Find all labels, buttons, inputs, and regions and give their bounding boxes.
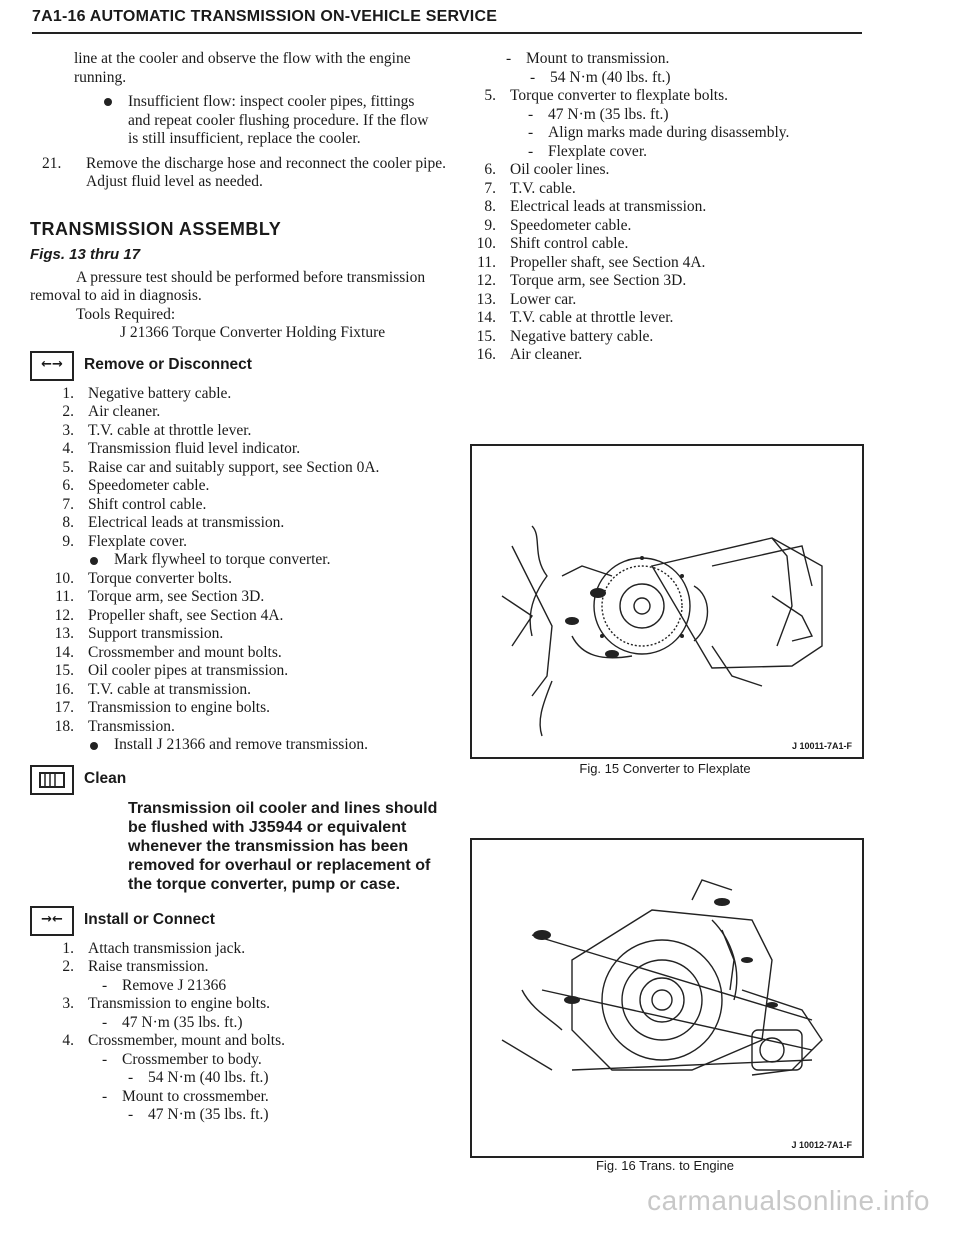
list-text: Attach transmission jack. (88, 939, 246, 957)
list-text: 54 N·m (40 lbs. ft.) (148, 1069, 269, 1086)
list-item (30, 459, 450, 478)
list-text: T.V. cable. (510, 179, 576, 197)
list-text: Torque converter bolts. (88, 569, 232, 587)
tools-label: Tools Required: (76, 305, 176, 323)
list-item (470, 346, 880, 365)
right-list (470, 50, 880, 365)
list-number: 16. (476, 346, 496, 363)
dash-marker: - (128, 1106, 134, 1123)
list-text: Flexplate cover. (88, 532, 187, 550)
list-item (30, 718, 450, 737)
list-item (470, 161, 880, 180)
dash-marker: - (506, 50, 512, 67)
list-number: 11. (477, 253, 496, 271)
list-text: Air cleaner. (88, 403, 161, 420)
list-item (30, 1051, 450, 1070)
list-item (30, 477, 450, 496)
list-item (30, 496, 450, 515)
figure-16 (470, 838, 864, 1158)
list-item (30, 1088, 450, 1107)
list-text: Lower car. (510, 290, 577, 308)
list-item (470, 235, 880, 254)
list-text: T.V. cable at transmission. (88, 680, 252, 698)
list-number: 7. (62, 495, 74, 513)
header-rule (32, 32, 862, 34)
bullet-icon (90, 557, 98, 565)
list-item (30, 422, 450, 441)
list-text: 47 N·m (35 lbs. ft.) (122, 1013, 243, 1031)
list-item (30, 440, 450, 459)
list-text: Crossmember to body. (122, 1050, 262, 1068)
list-text: Air cleaner. (510, 346, 583, 363)
list-text: Electrical leads at transmission. (510, 198, 707, 215)
step-number: 21. (42, 154, 62, 172)
list-number: 8. (484, 198, 496, 215)
step-21 (30, 155, 450, 192)
list-item (30, 385, 450, 404)
list-text: Mark flywheel to torque converter. (114, 551, 331, 568)
list-text: Crossmember and mount bolts. (88, 643, 282, 661)
list-number: 6. (484, 161, 496, 178)
list-text: 47 N·m (35 lbs. ft.) (148, 1106, 269, 1123)
list-number: 10. (54, 569, 74, 587)
list-number: 3. (62, 421, 74, 439)
list-text: Torque arm, see Section 3D. (510, 272, 687, 289)
dash-marker: - (102, 1050, 108, 1068)
bullet-paragraph-text: Insufficient flow: inspect cooler pipes, fittings and repeat cooler flushing procedure. If the flow is still insufficient, replace the cooler. (128, 93, 429, 147)
list-text: Shift control cable. (510, 235, 629, 252)
trans-to-engine-illustration (472, 840, 862, 1156)
clean-symbol-icon (37, 770, 67, 790)
list-number: 1. (62, 384, 74, 402)
list-number: 10. (476, 235, 496, 252)
dash-marker: - (530, 68, 536, 86)
list-item (470, 106, 880, 125)
bullet-icon (104, 98, 112, 106)
list-item (470, 124, 880, 143)
list-text: Flexplate cover. (548, 142, 647, 160)
tools-item: J 21366 Torque Converter Holding Fixture (120, 324, 386, 341)
list-item (470, 198, 880, 217)
list-number: 15. (54, 662, 74, 679)
list-item (470, 87, 880, 106)
watermark: carmanualsonline.info (647, 1185, 930, 1216)
page-header: 7A1-16 AUTOMATIC TRANSMISSION ON-VEHICLE SERVICE (32, 8, 498, 25)
list-text: Align marks made during disassembly. (548, 124, 790, 141)
list-item (470, 180, 880, 199)
figure-15-caption: Fig. 15 Converter to Flexplate (579, 761, 751, 776)
list-number: 6. (62, 477, 74, 494)
list-number: 15. (476, 327, 496, 345)
right-column (470, 50, 880, 365)
list-text: Negative battery cable. (88, 384, 232, 402)
list-text: Raise car and suitably support, see Section 0A. (88, 458, 380, 476)
list-number: 2. (62, 403, 74, 420)
list-item (30, 1106, 450, 1125)
list-number: 17. (54, 699, 74, 716)
list-text: Negative battery cable. (510, 327, 654, 345)
list-item (30, 644, 450, 663)
list-number: 12. (54, 606, 74, 624)
dash-marker: - (102, 976, 108, 994)
remove-heading-label: Remove or Disconnect (84, 356, 252, 374)
list-item (30, 995, 450, 1014)
clean-heading (30, 765, 450, 795)
list-item (470, 328, 880, 347)
list-number: 13. (54, 625, 74, 642)
list-item (30, 940, 450, 959)
list-text: Oil cooler lines. (510, 161, 610, 178)
list-text: Torque arm, see Section 3D. (88, 588, 265, 605)
clean-notice: Transmission oil cooler and lines should be flushed with J35944 or equivalent whenever the transmission has been removed for overhaul or replacement of the torque converter, pump or case. (128, 799, 438, 893)
list-text: Shift control cable. (88, 495, 207, 513)
list-item (30, 699, 450, 718)
install-heading (30, 906, 450, 936)
list-text: Transmission to engine bolts. (88, 995, 270, 1012)
remove-disconnect-icon: ←→ (30, 351, 74, 381)
list-text: Support transmission. (88, 625, 224, 642)
list-text: Electrical leads at transmission. (88, 514, 285, 531)
list-number: 11. (55, 588, 74, 605)
install-list (30, 940, 450, 1125)
list-text: Transmission to engine bolts. (88, 699, 270, 716)
list-number: 13. (476, 290, 496, 308)
dash-marker: - (528, 124, 534, 141)
list-number: 9. (484, 216, 496, 234)
dash-marker: - (102, 1013, 108, 1031)
list-item (470, 309, 880, 328)
list-number: 4. (62, 1032, 74, 1049)
dash-marker: - (528, 105, 534, 123)
intro-paragraph: A pressure test should be performed before transmission removal to aid in diagnosis. (30, 268, 426, 304)
list-text: T.V. cable at throttle lever. (88, 421, 252, 439)
list-text: Install J 21366 and remove transmission. (114, 736, 368, 753)
list-text: 47 N·m (35 lbs. ft.) (548, 105, 669, 123)
list-text: Torque converter to flexplate bolts. (510, 87, 728, 104)
dash-marker: - (128, 1069, 134, 1086)
list-number: 9. (62, 532, 74, 550)
list-number: 2. (62, 958, 74, 975)
left-column (30, 50, 450, 1125)
dash-marker: - (102, 1087, 108, 1105)
list-item (30, 1069, 450, 1088)
figure-15 (470, 444, 864, 759)
list-text: 54 N·m (40 lbs. ft.) (550, 68, 671, 86)
list-text: Mount to crossmember. (122, 1087, 269, 1105)
list-item (30, 588, 450, 607)
list-text: Transmission. (88, 717, 175, 735)
figures-reference: Figs. 13 thru 17 (30, 246, 141, 263)
figure-16-code: J 10012-7A1-F (791, 1139, 852, 1150)
figure-16-caption: Fig. 16 Trans. to Engine (595, 1158, 735, 1173)
clean-heading-label: Clean (84, 770, 127, 788)
list-item (470, 143, 880, 162)
list-text: Propeller shaft, see Section 4A. (510, 253, 706, 271)
section-title: TRANSMISSION ASSEMBLY (30, 218, 282, 239)
list-number: 14. (54, 643, 74, 661)
converter-flexplate-illustration (472, 446, 862, 757)
list-item (30, 1014, 450, 1033)
list-text: Propeller shaft, see Section 4A. (88, 606, 284, 624)
list-item (30, 403, 450, 422)
list-text: Transmission fluid level indicator. (88, 440, 301, 457)
dash-marker: - (528, 142, 534, 160)
list-number: 8. (62, 514, 74, 531)
list-number: 18. (54, 717, 74, 735)
bullet-paragraph (30, 93, 450, 149)
list-text: Speedometer cable. (510, 216, 632, 234)
list-number: 12. (476, 272, 496, 289)
list-item (30, 958, 450, 977)
list-item (30, 607, 450, 626)
figure-15-code: J 10011-7A1-F (791, 740, 852, 751)
remove-list (30, 385, 450, 755)
list-text: Remove J 21366 (122, 976, 227, 994)
list-number: 5. (62, 458, 74, 476)
clean-icon (30, 765, 74, 795)
list-number: 7. (484, 179, 496, 197)
list-item (30, 625, 450, 644)
list-item (470, 254, 880, 273)
bullet-icon (90, 742, 98, 750)
list-item (470, 272, 880, 291)
remove-heading (30, 351, 450, 381)
list-item (30, 736, 450, 755)
list-text: T.V. cable at throttle lever. (510, 309, 674, 326)
step-text: Remove the discharge hose and reconnect the cooler pipe. Adjust fluid level as needed. (86, 154, 446, 190)
list-text: Raise transmission. (88, 958, 209, 975)
list-item (470, 291, 880, 310)
list-text: Speedometer cable. (88, 477, 210, 494)
list-item (470, 217, 880, 236)
list-number: 14. (476, 309, 496, 326)
list-number: 1. (62, 939, 74, 957)
continued-paragraph: line at the cooler and observe the flow with the engine running. (74, 50, 411, 86)
list-text: Mount to transmission. (526, 50, 670, 67)
install-connect-icon: →← (30, 906, 74, 936)
list-item (30, 514, 450, 533)
list-number: 3. (62, 995, 74, 1012)
list-item (30, 662, 450, 681)
install-heading-label: Install or Connect (84, 911, 215, 929)
list-number: 4. (62, 440, 74, 457)
list-text: Crossmember, mount and bolts. (88, 1032, 285, 1049)
list-number: 5. (484, 87, 496, 104)
list-number: 16. (54, 680, 74, 698)
list-item (30, 533, 450, 552)
list-item (30, 1032, 450, 1051)
list-item (470, 50, 880, 69)
list-item (30, 570, 450, 589)
list-item (30, 977, 450, 996)
list-item (30, 551, 450, 570)
list-text: Oil cooler pipes at transmission. (88, 662, 289, 679)
list-item (470, 69, 880, 88)
list-item (30, 681, 450, 700)
